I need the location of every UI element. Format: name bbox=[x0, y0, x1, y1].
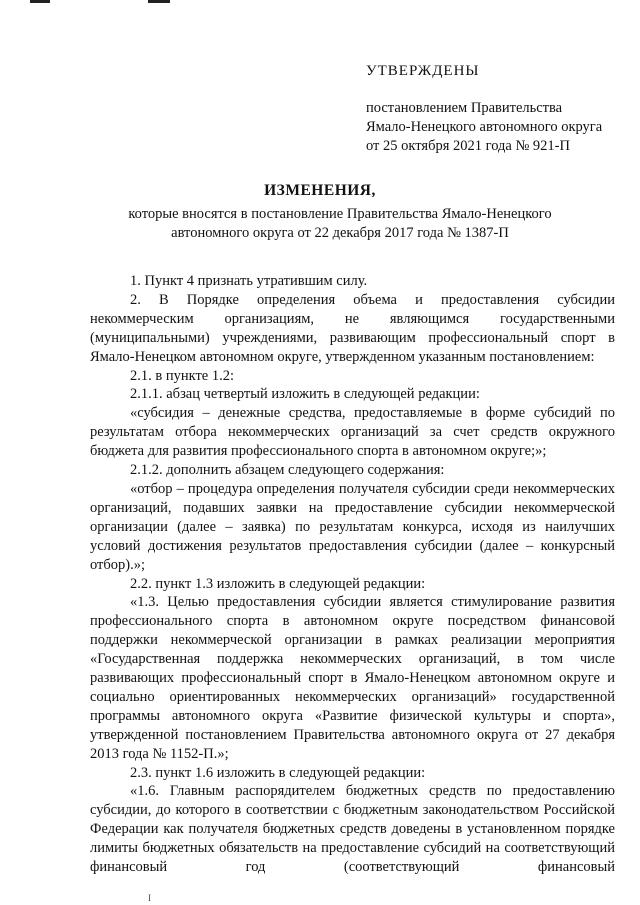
paragraph: 2.1. в пункте 1.2: bbox=[130, 367, 235, 384]
document-subtitle bbox=[60, 205, 620, 243]
approval-block bbox=[366, 62, 602, 156]
paragraph: 1. Пункт 4 признать утратившим силу. bbox=[130, 273, 368, 289]
document-title: ИЗМЕНЕНИЯ, bbox=[264, 182, 376, 199]
approval-heading: УТВЕРЖДЕНЫ bbox=[366, 63, 480, 79]
paragraph: 2. В Порядке определения объема и предоставления субсидии некоммерческим организациям, не являющимся государственными (муниципальными) учреждениями, развивающим профессиональный спорт в Ямало-Ненецком автономном округе, утвержденном указанным постановлением: bbox=[90, 291, 615, 365]
paragraph: 2.1.1. абзац четвертый изложить в следующей редакции: bbox=[130, 386, 480, 403]
subtitle-line: которые вносятся в постановление Правительства Ямало-Ненецкого bbox=[128, 206, 552, 222]
paragraph: «субсидия – денежные средства, предоставляемые в форме субсидий по результатам отбора некоммерческих организаций за счет средств окружного бюджета для развития профессионального спорта в автономном округе;»; bbox=[90, 405, 615, 460]
paragraph: 2.3. пункт 1.6 изложить в следующей редакции: bbox=[130, 764, 426, 781]
paragraph: «отбор – процедура определения получателя субсидии среди некоммерческих организаций, подавших заявки на предоставление субсидии некоммерческой организации (далее – заявка) по результатам конкурса, исходя из наилучших условий достижения результатов предоставления субсидии (далее – конкурсный отбор).»; bbox=[90, 480, 615, 573]
scan-edge-mark-right bbox=[148, 0, 170, 3]
approval-line: от 25 октября 2021 года № 921-П bbox=[366, 138, 570, 154]
paragraph: 2.1.2. дополнить абзацем следующего содержания: bbox=[130, 462, 445, 479]
document-body bbox=[90, 272, 615, 877]
paragraph: «1.3. Целью предоставления субсидии является стимулирование развития профессионального спорта в автономном округе посредством финансовой поддержки некоммерческой организации в рамках реализации мероприятия «Государственная поддержка некоммерческих организаций, в том числе развивающих профессиональный спорт в Ямало-Ненецком автономном округе и социально ориентированных некоммерческих организаций» государственной программы автономного округа «Развитие физической культуры и спорта», утвержденной постановлением Правительства автономного округа от 27 декабря 2013 года № 1152-П.»; bbox=[90, 594, 615, 762]
subtitle-line: автономного округа от 22 декабря 2017 года № 1387-П bbox=[171, 225, 509, 241]
approval-line: Ямало-Ненецкого автономного округа bbox=[366, 119, 603, 135]
paragraph: «1.6. Главным распорядителем бюджетных средств по предоставлению субсидии, до которого в соответствии с бюджетным законодательством Российской Федерации как получателя бюджетных средств доведены в установленном порядке лимиты бюджетных обязательств на предоставление субсидий на соответствующий финансовый год (соответствующий финансовый bbox=[90, 783, 615, 876]
approval-line: постановлением Правительства bbox=[366, 100, 563, 116]
scan-edge-mark-left bbox=[30, 0, 50, 3]
paragraph: 2.2. пункт 1.3 изложить в следующей редакции: bbox=[130, 575, 426, 592]
footer-mark: I bbox=[148, 893, 151, 903]
